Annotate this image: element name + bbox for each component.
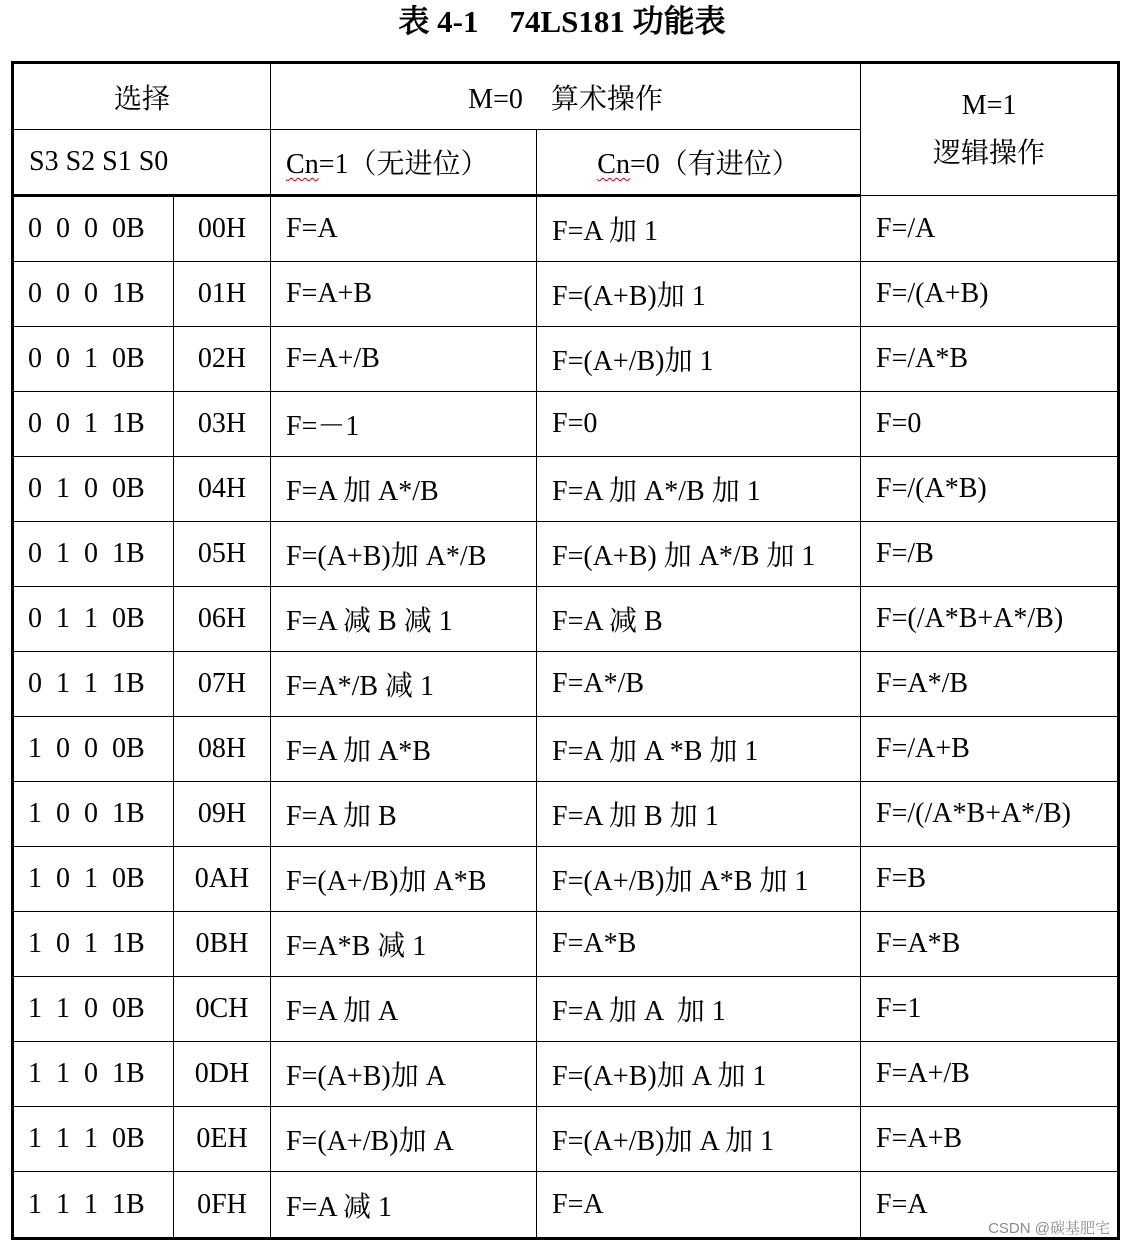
cell-hex-code: 0AH: [174, 847, 271, 912]
cell-select-bits: 0 1 1 1B: [13, 652, 174, 717]
cn0-rest: =0（有进位）: [629, 149, 800, 180]
table-body: [13, 196, 1119, 1239]
cell-select-bits: 1 0 0 1B: [13, 782, 174, 847]
table-row: [13, 1107, 1119, 1172]
cell-arith-no-carry: F=A 加 A: [271, 977, 537, 1042]
cell-select-bits: 1 1 1 0B: [13, 1107, 174, 1172]
header-select: 选择: [13, 63, 271, 130]
cell-select-bits: 0 0 0 1B: [13, 262, 174, 327]
header-logic-mode: [861, 63, 1119, 196]
table-row: [13, 782, 1119, 847]
cell-select-bits: 1 1 0 0B: [13, 977, 174, 1042]
logic-mode-line1: M=1: [961, 89, 1017, 121]
watermark: CSDN @碳基肥宅: [988, 1220, 1110, 1237]
cell-logic: F=A*/B: [861, 652, 1119, 717]
cn0-prefix: Cn: [597, 149, 630, 180]
cell-logic: F=(/A*B+A*/B): [861, 587, 1119, 652]
cell-select-bits: 0 0 0 0B: [13, 196, 174, 262]
cell-select-bits: 0 1 0 1B: [13, 522, 174, 587]
cell-arith-no-carry: F=－1: [271, 392, 537, 457]
arith-mode-label: M=0 算术操作: [468, 83, 663, 115]
cell-arith-no-carry: F=A*/B 减 1: [271, 652, 537, 717]
cell-arith-carry: F=A*/B: [537, 652, 861, 717]
cell-logic: F=/A*B: [861, 327, 1119, 392]
cell-hex-code: 08H: [174, 717, 271, 782]
table-row: [13, 717, 1119, 782]
cell-hex-code: 01H: [174, 262, 271, 327]
cell-arith-no-carry: F=A 减 B 减 1: [271, 587, 537, 652]
table-row: [13, 196, 1119, 262]
cell-arith-carry: F=A 加 B 加 1: [537, 782, 861, 847]
cell-select-bits: 0 1 1 0B: [13, 587, 174, 652]
table-row: [13, 262, 1119, 327]
cell-arith-carry: F=A 加 A*/B 加 1: [537, 457, 861, 522]
cell-logic: F=/B: [861, 522, 1119, 587]
cell-logic: F=A*B: [861, 912, 1119, 977]
cell-arith-carry: F=A 加 1: [537, 196, 861, 262]
cell-arith-no-carry: F=A 加 A*/B: [271, 457, 537, 522]
cell-logic: F=/(/A*B+A*/B): [861, 782, 1119, 847]
header-select-bits: S3 S2 S1 S0: [13, 130, 271, 196]
cell-hex-code: 03H: [174, 392, 271, 457]
cell-hex-code: 02H: [174, 327, 271, 392]
table-row: [13, 392, 1119, 457]
cell-arith-no-carry: F=A+B: [271, 262, 537, 327]
table-title: 表 4-1 74LS181 功能表: [398, 4, 726, 39]
cell-logic: F=/A+B: [861, 717, 1119, 782]
cell-hex-code: 0CH: [174, 977, 271, 1042]
cell-arith-carry: F=(A+/B)加 A*B 加 1: [537, 847, 861, 912]
logic-mode-line2: 逻辑操作: [933, 137, 1046, 169]
cell-arith-no-carry: F=A 加 B: [271, 782, 537, 847]
table-row: [13, 327, 1119, 392]
cell-logic: F=/A: [861, 196, 1119, 262]
cell-select-bits: 1 0 1 0B: [13, 847, 174, 912]
cell-arith-carry: F=A*B: [537, 912, 861, 977]
table-row: [13, 587, 1119, 652]
cell-arith-carry: F=(A+/B)加 1: [537, 327, 861, 392]
table-row: [13, 522, 1119, 587]
cell-hex-code: 0EH: [174, 1107, 271, 1172]
header-arith-mode: [271, 63, 861, 130]
cell-arith-no-carry: F=A 减 1: [271, 1172, 537, 1239]
cell-hex-code: 0BH: [174, 912, 271, 977]
cell-select-bits: 1 0 1 1B: [13, 912, 174, 977]
table-row: [13, 457, 1119, 522]
cell-logic: F=/(A+B): [861, 262, 1119, 327]
cell-arith-no-carry: F=(A+/B)加 A: [271, 1107, 537, 1172]
cell-arith-no-carry: F=(A+/B)加 A*B: [271, 847, 537, 912]
cell-hex-code: 0DH: [174, 1042, 271, 1107]
cell-hex-code: 07H: [174, 652, 271, 717]
cell-arith-carry: F=A: [537, 1172, 861, 1239]
table-row: [13, 912, 1119, 977]
cell-logic: F=A+B: [861, 1107, 1119, 1172]
cell-arith-carry: F=A 减 B: [537, 587, 861, 652]
cell-logic: F=A+/B: [861, 1042, 1119, 1107]
cell-hex-code: 06H: [174, 587, 271, 652]
cell-logic: F=B: [861, 847, 1119, 912]
header-row-1: [13, 63, 1119, 130]
cell-arith-carry: F=A 加 A 加 1: [537, 977, 861, 1042]
cell-select-bits: 0 0 1 0B: [13, 327, 174, 392]
cell-logic: F=0: [861, 392, 1119, 457]
header-cn0: [537, 130, 861, 196]
cell-arith-carry: F=(A+B)加 1: [537, 262, 861, 327]
cell-logic: F=1: [861, 977, 1119, 1042]
cell-arith-no-carry: F=A*B 减 1: [271, 912, 537, 977]
cell-select-bits: 0 1 0 0B: [13, 457, 174, 522]
cn1-rest: =1（无进位）: [318, 149, 489, 180]
table-row: [13, 977, 1119, 1042]
cell-logic: F=A: [861, 1172, 1119, 1239]
cell-arith-carry: F=(A+B)加 A 加 1: [537, 1042, 861, 1107]
header-cn1: [271, 130, 537, 196]
cn1-prefix: Cn: [286, 149, 319, 180]
cell-arith-no-carry: F=(A+B)加 A: [271, 1042, 537, 1107]
cell-arith-carry: F=A 加 A *B 加 1: [537, 717, 861, 782]
cell-arith-no-carry: F=(A+B)加 A*/B: [271, 522, 537, 587]
table-row: [13, 652, 1119, 717]
cell-arith-carry: F=(A+/B)加 A 加 1: [537, 1107, 861, 1172]
cell-arith-no-carry: F=A+/B: [271, 327, 537, 392]
cell-hex-code: 00H: [174, 196, 271, 262]
cell-select-bits: 1 1 1 1B: [13, 1172, 174, 1239]
cell-select-bits: 0 0 1 1B: [13, 392, 174, 457]
cell-hex-code: 0FH: [174, 1172, 271, 1239]
table-row: [13, 1172, 1119, 1239]
cell-logic: F=/(A*B): [861, 457, 1119, 522]
cell-hex-code: 04H: [174, 457, 271, 522]
function-table: [11, 61, 1120, 1240]
cell-select-bits: 1 0 0 0B: [13, 717, 174, 782]
cell-hex-code: 09H: [174, 782, 271, 847]
cell-arith-no-carry: F=A: [271, 196, 537, 262]
cell-hex-code: 05H: [174, 522, 271, 587]
cell-select-bits: 1 1 0 1B: [13, 1042, 174, 1107]
cell-arith-carry: F=0: [537, 392, 861, 457]
table-row: [13, 847, 1119, 912]
cell-arith-no-carry: F=A 加 A*B: [271, 717, 537, 782]
cell-arith-carry: F=(A+B) 加 A*/B 加 1: [537, 522, 861, 587]
table-row: [13, 1042, 1119, 1107]
